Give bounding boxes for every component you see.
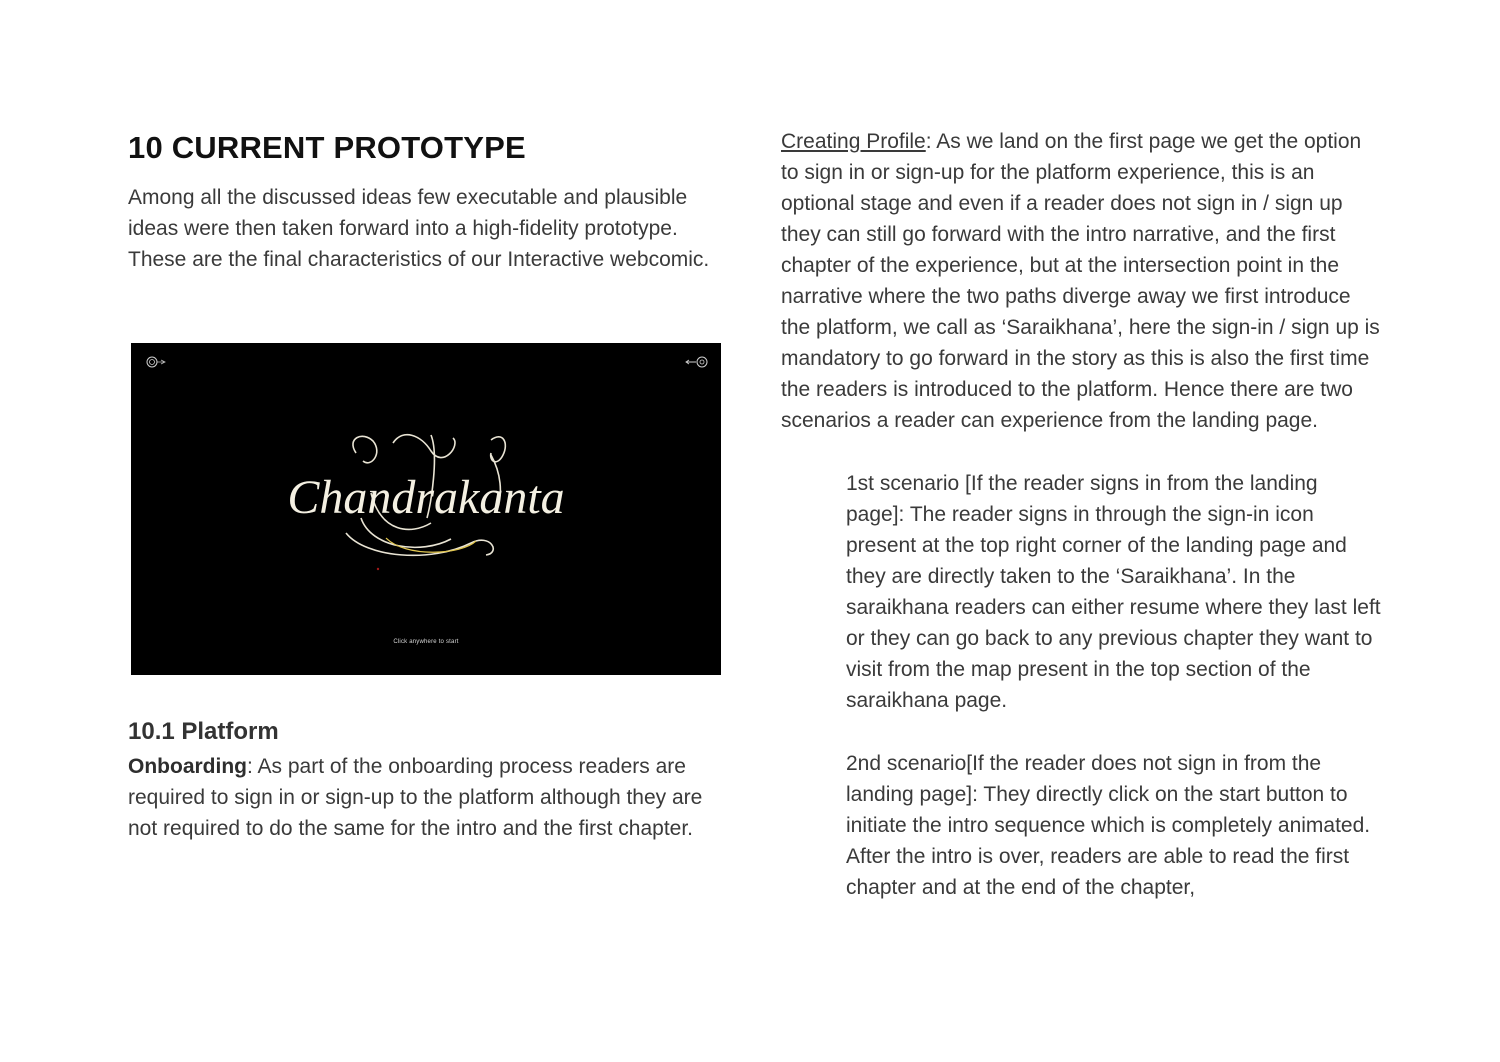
subsection-heading: 10.1 Platform bbox=[128, 718, 279, 745]
click-to-start-text[interactable]: Click anywhere to start bbox=[393, 639, 459, 645]
scenario-2-paragraph: 2nd scenario[If the reader does not sign in from the landing page]: They directly click on the start button to initiate the intro sequence which is completely animated. After the intro is over, readers are able to read the first chapter and at the end of the chapter, bbox=[846, 752, 1371, 899]
scenario-1-paragraph: 1st scenario [If the reader signs in from the landing page]: The reader signs in through the sign-in icon present at the top right corner of the landing page and they are directly taken to the ‘Saraikhana’. In the saraikhana readers can either resume where they last left or they can go back to any previous chapter they want to visit from the map present in the top section of the saraikhana page. bbox=[846, 472, 1381, 712]
section-heading: 10 CURRENT PROTOTYPE bbox=[128, 130, 526, 165]
right-column bbox=[781, 126, 1381, 903]
creating-profile-paragraph bbox=[781, 126, 1381, 436]
onboarding-label: Onboarding bbox=[128, 755, 247, 778]
left-column bbox=[128, 128, 718, 275]
onboarding-text: : As part of the onboarding process readers are required to sign in or sign-up to the platform although they are not required to do the same for the intro and the first chapter. bbox=[128, 755, 703, 840]
prototype-screenshot bbox=[131, 343, 721, 675]
creating-profile-text: : As we land on the first page we get the option to sign in or sign-up for the platform experience, this is an optional stage and even if a reader does not sign in / sign up they can still go forward with the intro narrative, and the first chapter of the experience, but at the intersection point in the narrative where the two paths diverge away we first introduce the platform, we call as ‘Saraikhana’, here the sign-in / sign up is mandatory to go forward in the story as this is also the first time the readers is introduced to the platform. Hence there are two scenarios a reader can experience from the landing page. bbox=[781, 130, 1380, 432]
logo-text: Chandrakanta bbox=[287, 471, 565, 524]
intro-paragraph: Among all the discussed ideas few executable and plausible ideas were then taken forward into a high-fidelity prototype. These are the final characteristics of our Interactive webcomic. bbox=[128, 186, 710, 271]
chandrakanta-logo bbox=[131, 343, 721, 675]
onboarding-paragraph bbox=[128, 751, 718, 844]
creating-profile-label: Creating Profile bbox=[781, 130, 926, 153]
